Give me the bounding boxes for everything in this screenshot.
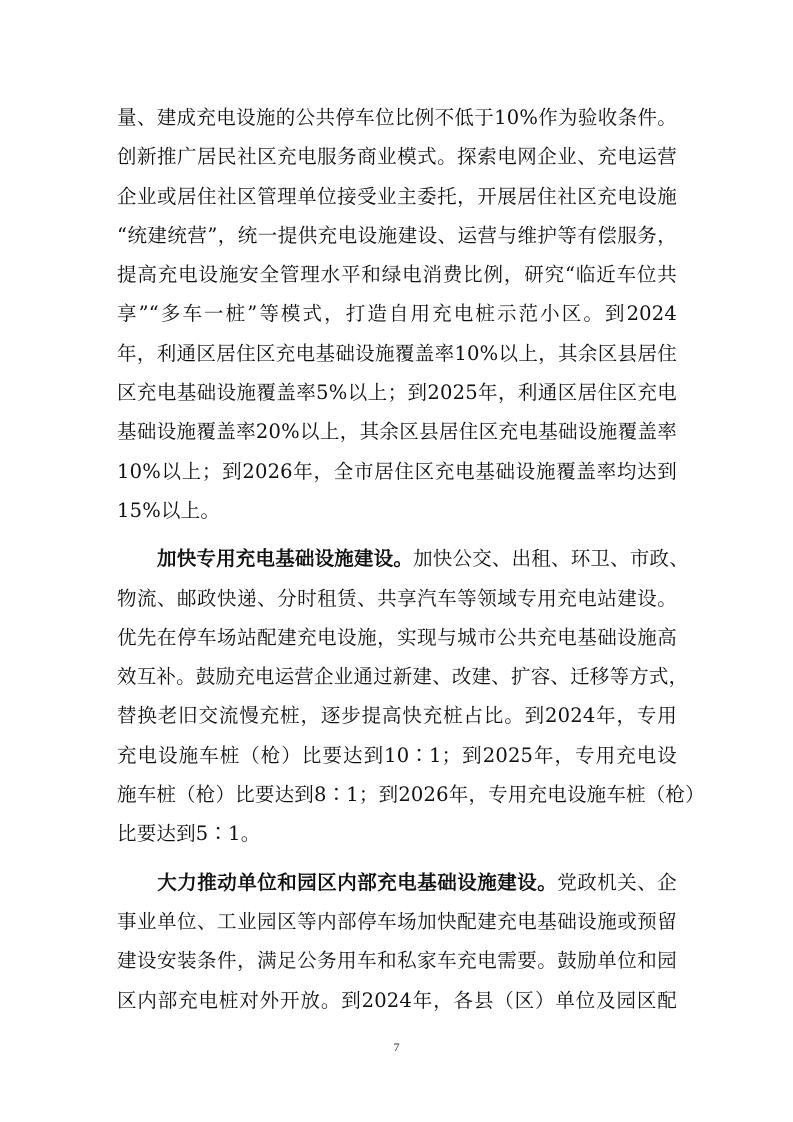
text-line: “统建统营”，统一提供充电设施建设、运营与维护等有偿服务， <box>117 223 677 247</box>
text-line: 物流、邮政快递、分时租赁、共享汽车等领域专用充电站建设。 <box>117 586 677 610</box>
text-line: 替换老旧交流慢充桩，逐步提高快充桩占比。到2024年，专用 <box>117 704 677 728</box>
text-line: 施车桩（枪）比要达到8∶1；到2026年，专用充电设施车桩（枪） <box>117 783 705 807</box>
paragraph-lead-heading: 加快专用充电基础设施建设。 <box>157 547 414 571</box>
text-line: 基础设施覆盖率20%以上，其余区县居住区充电基础设施覆盖率 <box>117 420 677 444</box>
text-line: 建设安装条件，满足公务用车和私家车充电需要。鼓励单位和园 <box>117 949 677 973</box>
paragraph-unit-park-charging <box>117 863 677 1020</box>
text-line: 10%以上；到2026年，全市居住区充电基础设施覆盖率均达到 <box>117 459 677 483</box>
paragraph-lead-rest: 党政机关、企 <box>557 870 677 894</box>
text-line: 企业或居住社区管理单位接受业主委托，开展居住社区充电设施 <box>117 184 677 208</box>
page-number: 7 <box>393 1040 400 1054</box>
text-line: 事业单位、工业园区等内部停车场加快配建充电基础设施或预留 <box>117 909 677 933</box>
text-line: 享”“多车一桩”等模式，打造自用充电桩示范小区。到2024 <box>117 302 677 326</box>
paragraph-gap <box>117 854 677 863</box>
text-line: 区充电基础设施覆盖率5%以上；到2025年，利通区居住区充电 <box>117 381 677 405</box>
text-line: 年，利通区居住区充电基础设施覆盖率10%以上，其余区县居住 <box>117 341 677 365</box>
text-line: 创新推广居民社区充电服务商业模式。探索电网企业、充电运营 <box>117 145 677 169</box>
text-line: 区内部充电桩对外开放。到2024年，各县（区）单位及园区配 <box>117 988 677 1012</box>
paragraph-dedicated-charging <box>117 539 705 853</box>
text-line: 量、建成充电设施的公共停车位比例不低于10%作为验收条件。 <box>117 106 677 129</box>
paragraph-lead-rest: 加快公交、出租、环卫、市政、 <box>413 547 689 571</box>
text-line: 15%以上。 <box>117 498 221 522</box>
paragraph-lead-heading: 大力推动单位和园区内部充电基础设施建设。 <box>157 870 558 894</box>
paragraph-residential-charging <box>117 98 677 530</box>
text-line: 提高充电设施安全管理水平和绿电消费比例，研究“临近车位共 <box>117 263 677 287</box>
text-line-first <box>117 863 677 902</box>
body-text <box>117 98 705 1020</box>
text-line: 比要达到5∶1。 <box>117 822 261 846</box>
text-line: 效互补。鼓励充电运营企业通过新建、改建、扩容、迁移等方式， <box>117 665 689 689</box>
text-line-first <box>117 539 689 578</box>
text-line: 充电设施车桩（枪）比要达到10∶1；到2025年，专用充电设 <box>117 743 677 767</box>
paragraph-gap <box>117 530 677 539</box>
text-line: 优先在停车场站配建充电设施，实现与城市公共充电基础设施高 <box>117 625 677 649</box>
